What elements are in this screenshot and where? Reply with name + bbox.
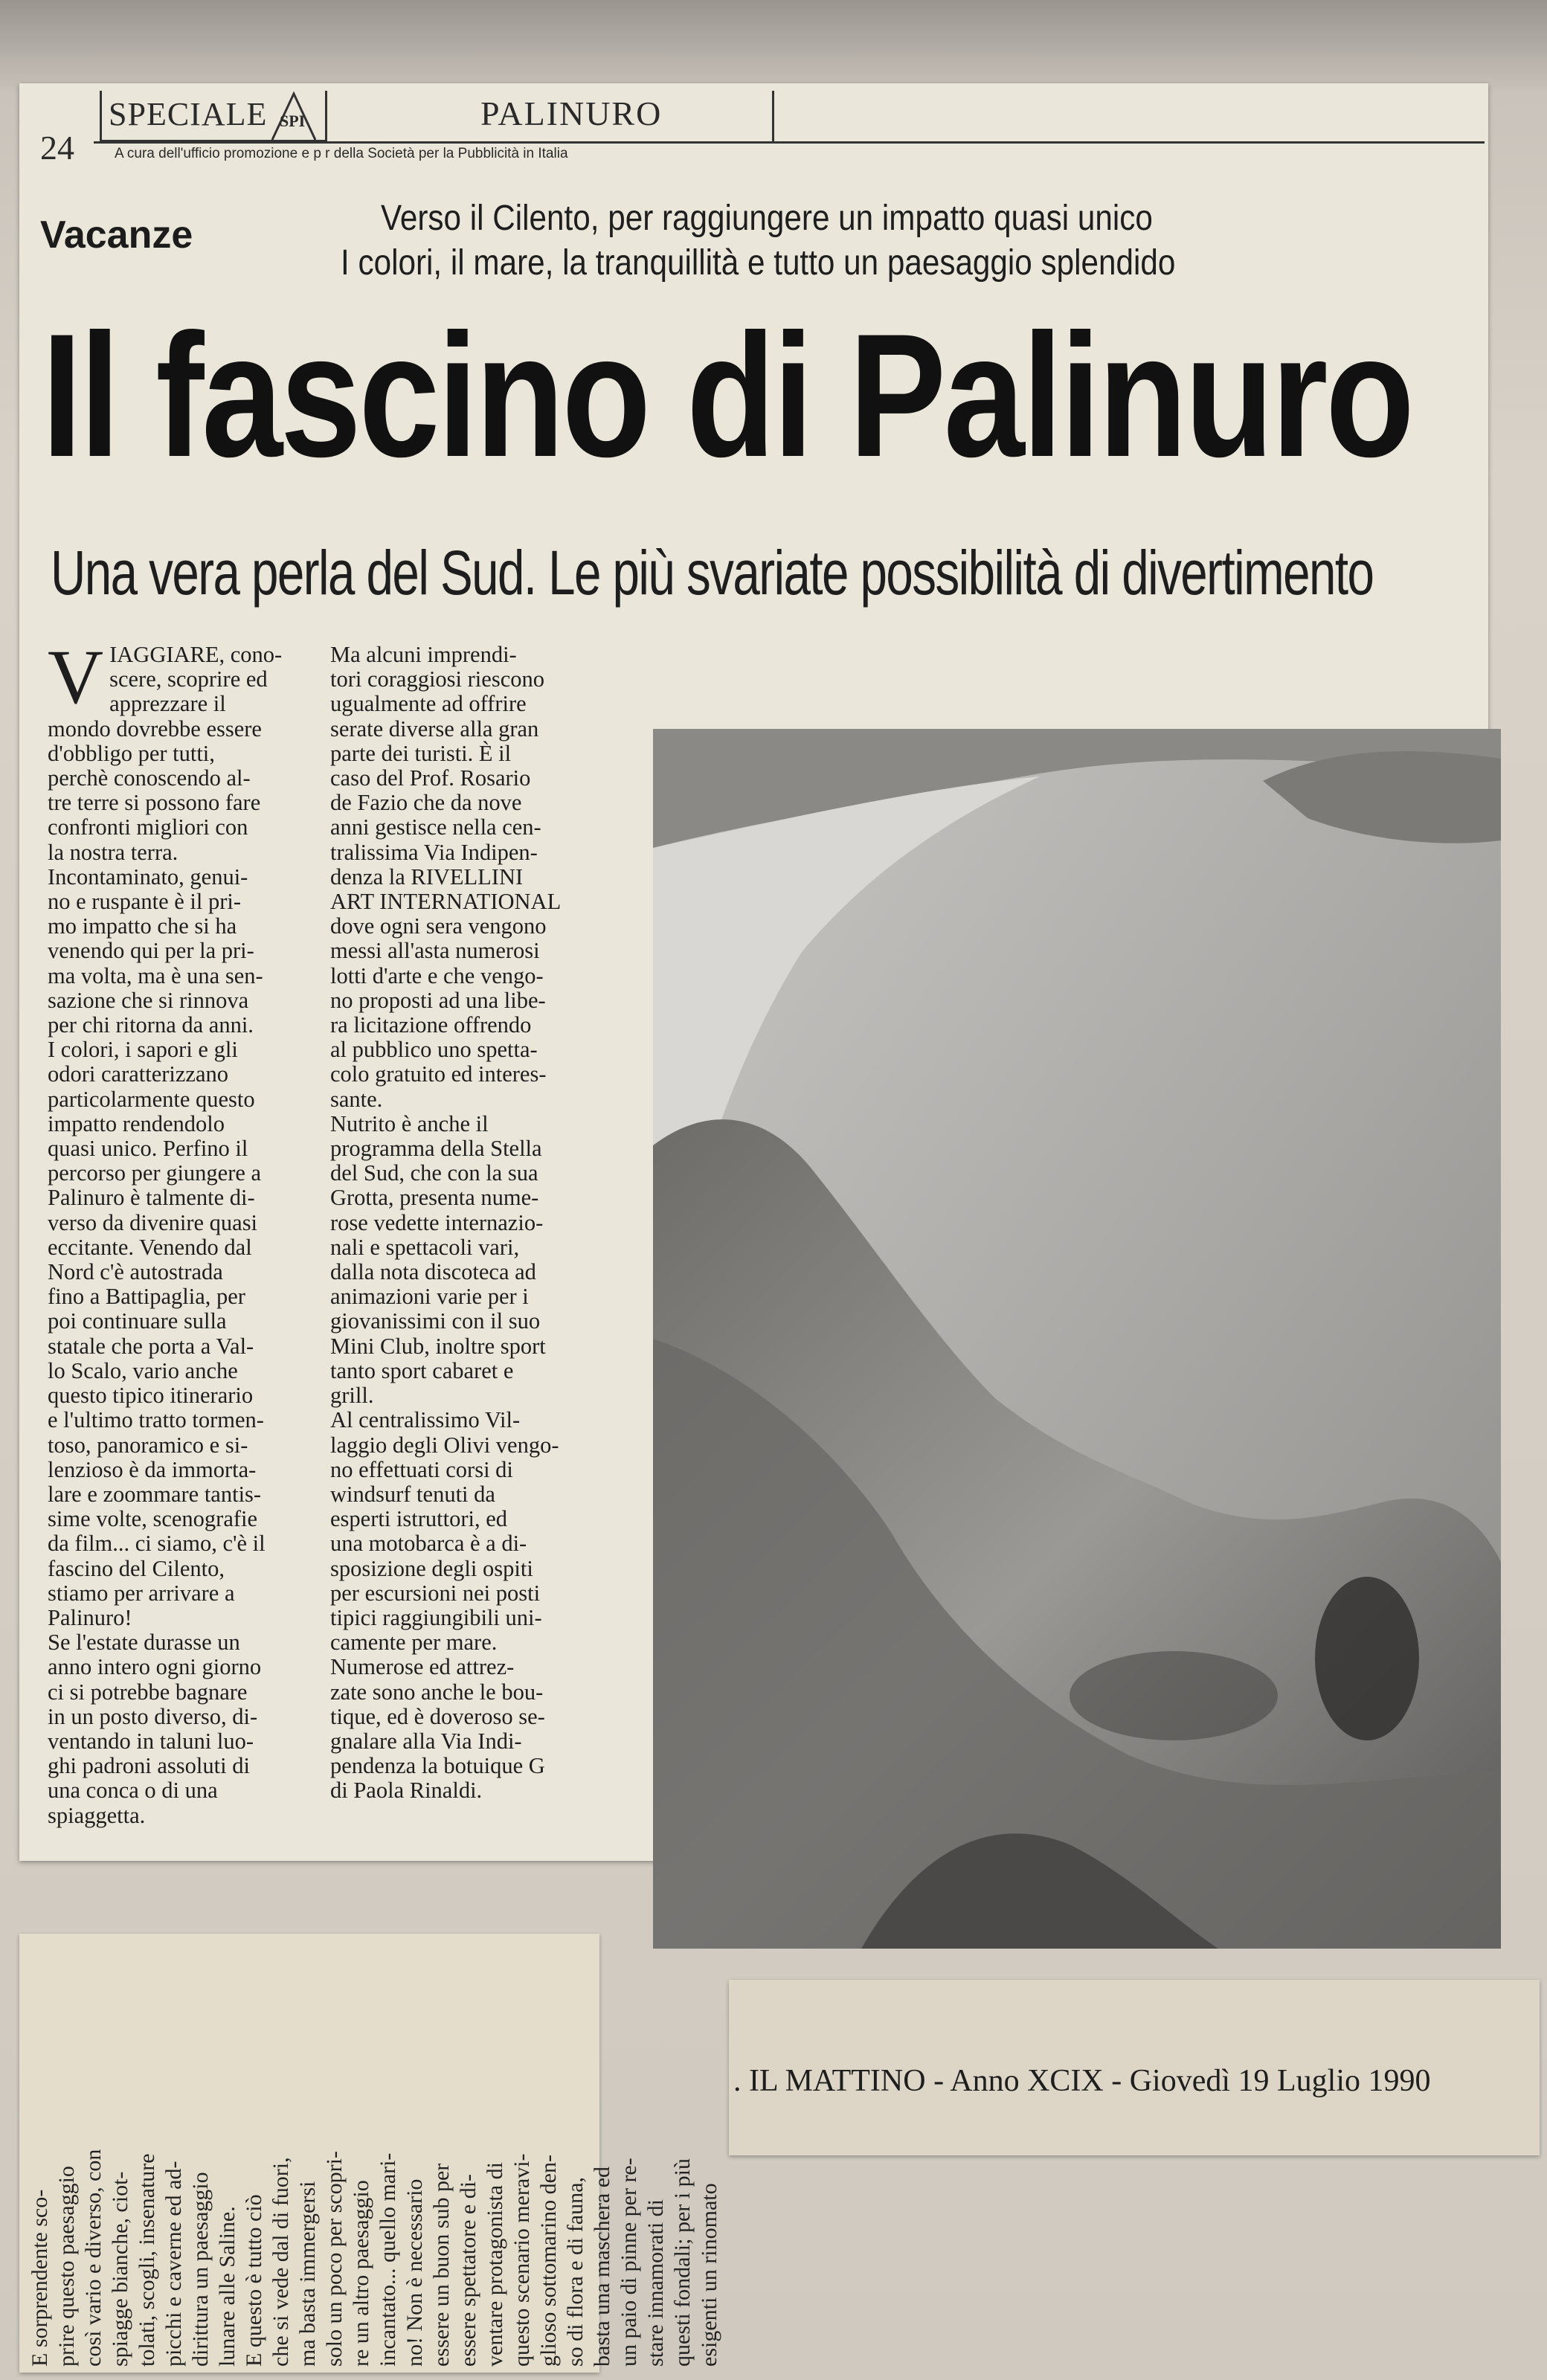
text-line: percorso per giungere a	[48, 1160, 262, 1186]
text-line: venendo qui per la pri-	[48, 938, 254, 964]
headline: Il fascino di Palinuro	[42, 298, 1412, 494]
text-line: statale che porta a Val-	[48, 1333, 254, 1359]
text-line: Mini Club, inoltre sport	[330, 1333, 546, 1359]
credit-line: A cura dell'ufficio promozione e p r della Società per la Pubblicità in Italia	[115, 146, 568, 161]
text-line: d'obbligo per tutti,	[48, 740, 215, 766]
text-line: no proposti ad una libe-	[330, 987, 546, 1013]
text-line: no e ruspante è il pri-	[48, 889, 242, 915]
text-line: serate diverse alla gran	[330, 715, 539, 742]
text-line: Palinuro!	[48, 1604, 132, 1630]
text-line: tique, ed è doveroso se-	[330, 1703, 545, 1729]
page-number: 24	[40, 129, 74, 167]
text-line: windsurf tenuti da	[330, 1481, 495, 1507]
text-line: laggio degli Olivi vengo-	[330, 1432, 559, 1458]
text-line: così vario e diverso, con	[81, 2149, 106, 2367]
text-line: dove ogni sera vengono	[330, 913, 547, 939]
text-line: ra licitazione offrendo	[330, 1012, 532, 1038]
text-line: spiagge bianche, ciot-	[108, 2171, 132, 2367]
text-line: Palinuro è talmente di-	[48, 1185, 255, 1211]
dateline: . IL MATTINO - Anno XCIX - Giovedì 19 Luglio 1990	[733, 2064, 1431, 2098]
text-line: anni gestisce nella cen-	[330, 814, 541, 840]
text-line: E questo è tutto ciò	[242, 2194, 266, 2367]
text-line: toso, panoramico e si-	[48, 1432, 248, 1458]
text-line: impatto rendendolo	[48, 1110, 225, 1136]
text-line: Incontaminato, genui-	[48, 863, 248, 890]
text-line: Ma alcuni imprendi-	[330, 642, 517, 667]
article-column-2	[330, 643, 628, 1804]
text-line: lo Scalo, vario anche	[48, 1357, 238, 1383]
text-line: ghi padroni assoluti di	[48, 1753, 250, 1779]
text-line: ci si potrebbe bagnare	[48, 1679, 248, 1705]
text-line: Grotta, presenta nume-	[330, 1185, 539, 1211]
text-line: questo tipico itinerario	[48, 1383, 254, 1409]
text-line: gnalare alla Via Indi-	[330, 1728, 522, 1754]
text-line: I colori, i sapori e gli	[48, 1037, 238, 1063]
text-line: glioso sottomarino den-	[536, 2155, 561, 2367]
text-line: eccitante. Venendo dal	[48, 1234, 252, 1260]
text-line: tori coraggiosi riescono	[330, 666, 544, 692]
text-line: dalla nota discoteca ad	[330, 1259, 536, 1285]
text-line: Se l'estate durasse un	[48, 1630, 240, 1656]
text-line: tanto sport cabaret e	[330, 1357, 514, 1383]
text-line: grill.	[330, 1383, 374, 1409]
text-line: per escursioni nei posti	[330, 1580, 541, 1606]
text-line: questi fondali; per i più	[670, 2158, 695, 2367]
text-line: una conca o di una	[48, 1778, 218, 1804]
text-line: Numerose ed attrez-	[330, 1654, 515, 1680]
text-line: basta una maschera ed	[590, 2166, 614, 2367]
text-line: mo impatto che si ha	[48, 913, 237, 939]
text-line: de Fazio che da nove	[330, 790, 522, 816]
text-line: Nutrito è anche il	[330, 1110, 489, 1136]
text-line: rose vedette internazio-	[330, 1209, 544, 1235]
text-line: confronti migliori con	[48, 814, 248, 840]
text-line: al pubblico uno spetta-	[330, 1037, 538, 1063]
text-line: lare e zoommare tantis-	[48, 1481, 262, 1507]
text-line: E sorprendente sco-	[28, 2189, 52, 2367]
text-line: tralissima Via Indipen-	[330, 839, 538, 865]
text-line: nali e spettacoli vari,	[330, 1234, 520, 1260]
text-line: no effettuati corsi di	[330, 1456, 513, 1482]
text-line: re un altro paesaggio	[349, 2180, 373, 2367]
text-line: stiamo per arrivare a	[48, 1580, 235, 1606]
dateline-strip	[729, 1980, 1540, 2155]
text-line: essere un buon sub per	[429, 2163, 454, 2367]
article-column-1	[48, 634, 330, 1828]
continuation-text	[27, 1943, 723, 2367]
text-line: tipici raggiungibili uni-	[330, 1604, 542, 1630]
text-line: una motobarca è a di-	[330, 1531, 527, 1557]
text-line: Al centralissimo Vil-	[330, 1407, 521, 1433]
overline-1: Verso il Cilento, per raggiungere un impatto quasi unico	[381, 199, 1153, 238]
drop-cap: V	[48, 634, 104, 720]
newspaper-clipping	[19, 83, 1488, 1861]
text-line: questo scenario meravi-	[509, 2153, 534, 2367]
text-line: IAGGIARE, cono-	[109, 642, 283, 667]
text-line: sazione che si rinnova	[48, 987, 249, 1013]
header-right-rule	[772, 91, 774, 141]
text-line: giovanissimi con il suo	[330, 1308, 541, 1334]
text-line: un paio di pinne per re-	[617, 2158, 641, 2367]
text-line: denza la RIVELLINI	[330, 863, 524, 890]
text-line: per chi ritorna da anni.	[48, 1012, 254, 1038]
text-line: mondo dovrebbe essere	[48, 715, 262, 742]
text-line: esperti istruttori, ed	[330, 1506, 508, 1532]
text-line: prire questo paesaggio	[54, 2166, 79, 2367]
text-line: e l'ultimo tratto tormen-	[48, 1407, 264, 1433]
text-line: caso del Prof. Rosario	[330, 765, 531, 791]
text-line: tolati, scogli, insenature	[135, 2153, 159, 2367]
text-line: odori caratterizzano	[48, 1061, 229, 1087]
text-line: programma della Stella	[330, 1136, 542, 1162]
text-line: anno intero ogni giorno	[48, 1654, 262, 1680]
text-line: tre terre si possono fare	[48, 790, 261, 816]
text-line: so di flora e di fauna,	[563, 2177, 588, 2367]
text-line: solo un poco per scopri-	[322, 2151, 347, 2367]
text-line: la nostra terra.	[48, 839, 178, 865]
text-line: particolarmente questo	[48, 1086, 255, 1112]
text-line: esigenti un rinomato	[697, 2183, 721, 2367]
text-line: essere spettatore e di-	[456, 2173, 480, 2367]
text-line: animazioni varie per i	[330, 1284, 529, 1310]
text-line: poi continuare sulla	[48, 1308, 227, 1334]
text-line: apprezzare il	[109, 691, 226, 717]
coastline-photo	[653, 729, 1501, 1949]
subheadline: Una vera perla del Sud. Le più svariate possibilità di divertimento	[51, 538, 1374, 608]
text-line: sante.	[330, 1086, 383, 1112]
text-line: fascino del Cilento,	[48, 1555, 225, 1581]
text-line: fino a Battipaglia, per	[48, 1284, 245, 1310]
header-band	[19, 83, 1488, 165]
section-label: SPECIALE	[109, 96, 268, 132]
text-line: di Paola Rinaldi.	[330, 1778, 483, 1804]
location-label: PALINURO	[480, 94, 663, 132]
header-rule	[94, 141, 1485, 144]
text-line: in un posto diverso, di-	[48, 1703, 258, 1729]
text-line: sime volte, scenografie	[48, 1506, 258, 1532]
text-line: pendenza la botuique G	[330, 1753, 545, 1779]
text-line: ugualmente ad offrire	[330, 691, 527, 717]
text-line: no! Non è necessario	[402, 2178, 427, 2367]
text-line: da film... ci siamo, c'è il	[48, 1531, 266, 1557]
text-line: verso da divenire quasi	[48, 1209, 258, 1235]
text-line: quasi unico. Perfino il	[48, 1136, 248, 1162]
text-line: zate sono anche le bou-	[330, 1679, 544, 1705]
text-line: lotti d'arte e che vengo-	[330, 962, 544, 988]
text-line: ma basta immergersi	[295, 2181, 320, 2367]
text-line: parte dei turisti. È il	[330, 740, 512, 766]
text-line: messi all'asta numerosi	[330, 938, 540, 964]
kicker: Vacanze	[40, 213, 193, 257]
text-line: ART INTERNATIONAL	[330, 889, 562, 915]
text-line: spiaggetta.	[48, 1802, 146, 1828]
text-line: camente per mare.	[330, 1630, 498, 1656]
text-line: colo gratuito ed interes-	[330, 1061, 547, 1087]
text-line: che si vede dal di fuori,	[268, 2157, 293, 2367]
text-line: del Sud, che con la sua	[330, 1160, 538, 1186]
text-line: picchi e caverne ed ad-	[161, 2161, 186, 2367]
text-line: dirittura un paesaggio	[188, 2172, 213, 2367]
text-line: scere, scoprire ed	[109, 666, 268, 692]
text-line: lunare alle Saline.	[215, 2206, 239, 2367]
column-1-lines	[48, 634, 330, 1828]
continuation-strip	[19, 1934, 721, 2373]
text-line: sposizione degli ospiti	[330, 1555, 533, 1581]
text-line: ventare protagonista di	[483, 2162, 507, 2367]
spi-logo-text: SPI	[280, 112, 306, 130]
text-line: ma volta, ma è una sen-	[48, 962, 263, 988]
text-line: incantato... quello mari-	[376, 2152, 400, 2367]
text-line: perchè conoscendo al-	[48, 765, 251, 791]
column-2-lines	[330, 643, 628, 1804]
overline-2: I colori, il mare, la tranquillità e tutto un paesaggio splendido	[341, 243, 1176, 283]
text-line: Nord c'è autostrada	[48, 1259, 223, 1285]
text-line: stare innamorati di	[643, 2199, 668, 2367]
text-line: ventando in taluni luo-	[48, 1728, 254, 1754]
text-line: lenzioso è da immorta-	[48, 1456, 257, 1482]
